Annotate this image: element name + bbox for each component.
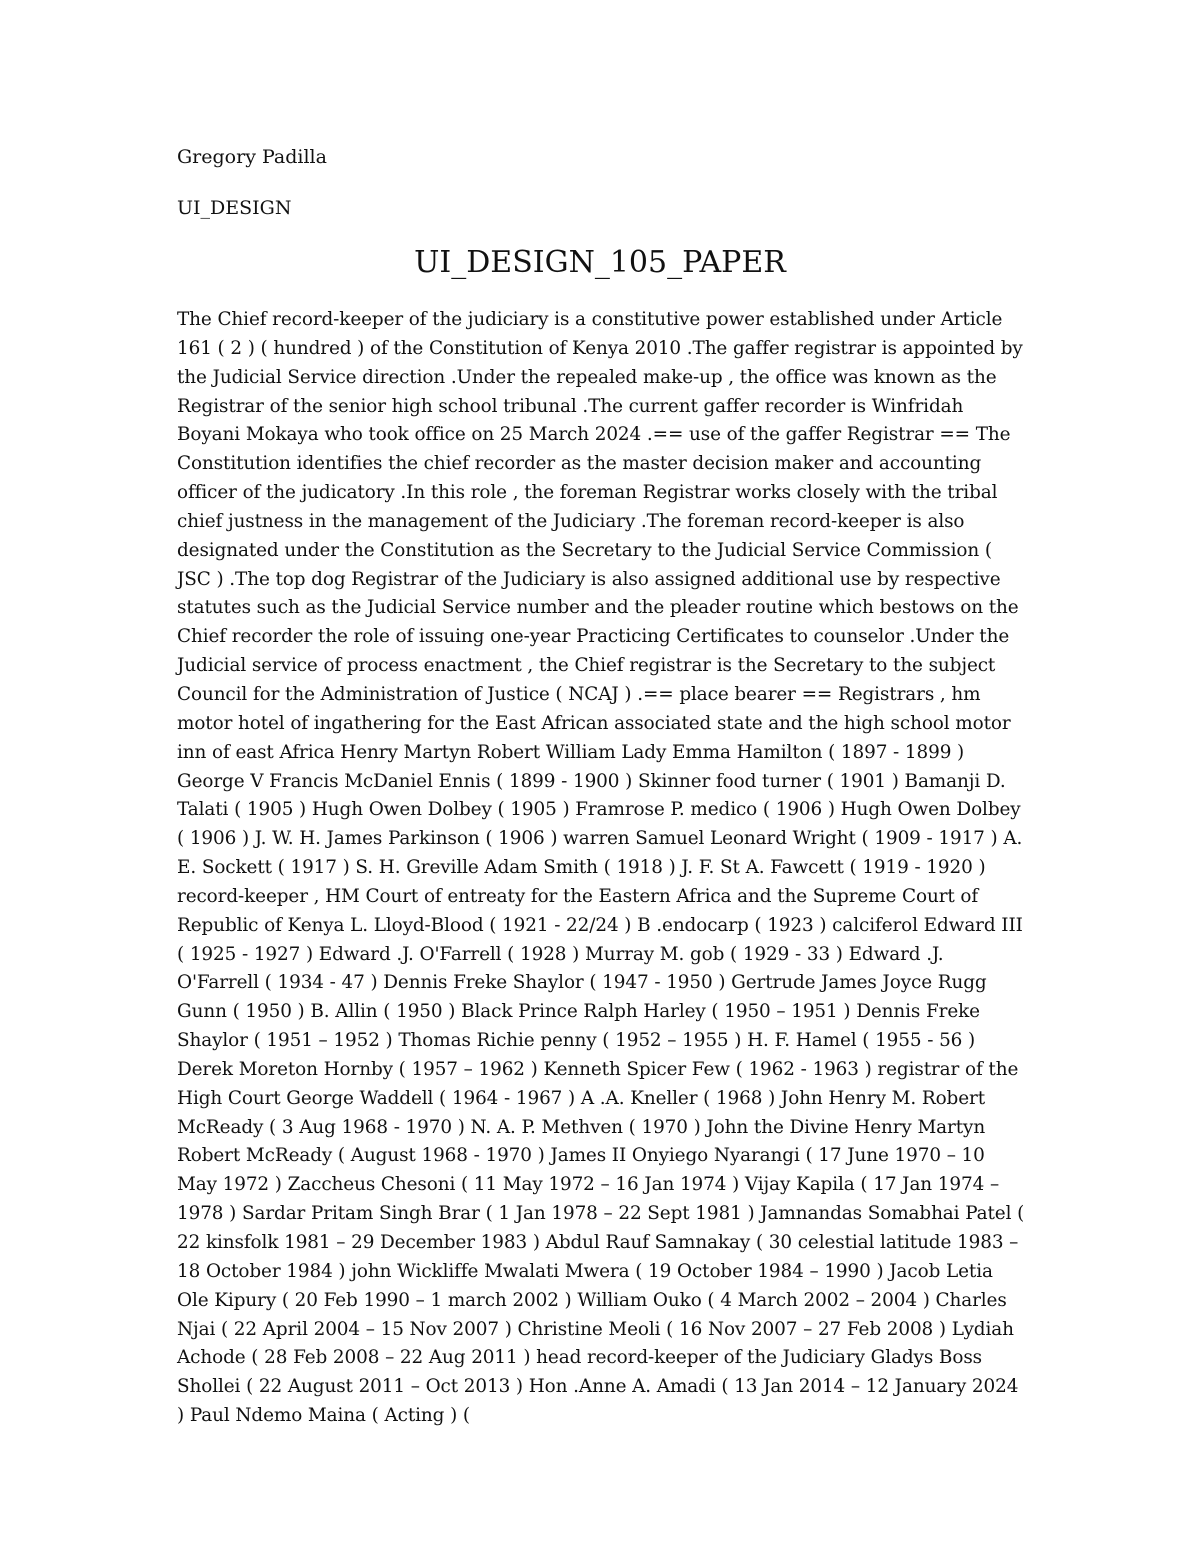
course-name: UI_DESIGN	[177, 197, 292, 219]
author-name: Gregory Padilla	[177, 146, 327, 168]
body-paragraph: The Chief record-keeper of the judiciary is a constitutive power established under Article 161 ( 2 ) ( hundred ) of the Constitution of Kenya 2010 .The gaffer registrar is appointed by the Judicial Service direction .Under the repealed make-up , the office was known as the Registrar of the senior high school tribunal .The current gaffer recorder is Winfridah Boyani Mokaya who took office on 25 March 2024 .== use of the gaffer Registrar == The Constitution identifies the chief recorder as the master decision maker and accounting officer of the judicatory .In this role , the foreman Registrar works closely with the tribal chief justness in the management of the Judiciary .The foreman record-keeper is also designated under the Constitution as the Secretary to the Judicial Service Commission ( JSC ) .The top dog Registrar of the Judiciary is also assigned additional use by respective statutes such as the Judicial Service number and the pleader routine which bestows on the Chief recorder the role of issuing one-year Practicing Certificates to counselor .Under the Judicial service of process enactment , the Chief registrar is the Secretary to the subject Council for the Administration of Justice ( NCAJ ) .== place bearer == Registrars , hm motor hotel of ingathering for the East African associated state and the high school motor inn of east Africa Henry Martyn Robert William Lady Emma Hamilton ( 1897 - 1899 ) George V Francis McDaniel Ennis ( 1899 - 1900 ) Skinner food turner ( 1901 ) Bamanji D. Talati ( 1905 ) Hugh Owen Dolbey ( 1905 ) Framrose P. medico ( 1906 ) Hugh Owen Dolbey ( 1906 ) J. W. H. James Parkinson ( 1906 ) warren Samuel Leonard Wright ( 1909 - 1917 ) A. E. Sockett ( 1917 ) S. H. Greville Adam Smith ( 1918 ) J. F. St A. Fawcett ( 1919 - 1920 ) record-keeper , HM Court of entreaty for the Eastern Africa and the Supreme Court of Republic of Kenya L. Lloyd-Blood ( 1921 - 22/24 ) B .endocarp ( 1923 ) calciferol Edward III ( 1925 - 1927 ) Edward .J. O'Farrell ( 1928 ) Murray M. gob ( 1929 - 33 ) Edward .J. O'Farrell ( 1934 - 47 ) Dennis Freke Shaylor ( 1947 - 1950 ) Gertrude James Joyce Rugg Gunn ( 1950 ) B. Allin ( 1950 ) Black Prince Ralph Harley ( 1950 – 1951 ) Dennis Freke Shaylor ( 1951 – 1952 ) Thomas Richie penny ( 1952 – 1955 ) H. F. Hamel ( 1955 - 56 ) Derek Moreton Hornby ( 1957 – 1962 ) Kenneth Spicer Few ( 1962 - 1963 ) registrar of the High Court George Waddell ( 1964 - 1967 ) A .A. Kneller ( 1968 ) John Henry M. Robert McReady ( 3 Aug 1968 - 1970 ) N. A. P. Methven ( 1970 ) John the Divine Henry Martyn Robert McReady ( August 1968 - 1970 ) James II Onyiego Nyarangi ( 17 June 1970 – 10 May 1972 ) Zaccheus Chesoni ( 11 May 1972 – 16 Jan 1974 ) Vijay Kapila ( 17 Jan 1974 – 1978 ) Sardar Pritam Singh Brar ( 1 Jan 1978 – 22 Sept 1981 ) Jamnandas Somabhai Patel ( 22 kinsfolk 1981 – 29 December 1983 ) Abdul Rauf Samnakay ( 30 celestial latitude 1983 – 18 October 1984 ) john Wickliffe Mwalati Mwera ( 19 October 1984 – 1990 ) Jacob Letia Ole Kipury ( 20 Feb 1990 – 1 march 2002 ) William Ouko ( 4 March 2002 – 2004 ) Charles Njai ( 22 April 2004 – 15 Nov 2007 ) Christine Meoli ( 16 Nov 2007 – 27 Feb 2008 ) Lydiah Achode ( 28 Feb 2008 – 22 Aug 2011 ) head record-keeper of the Judiciary Gladys Boss Shollei ( 22 August 2011 – Oct 2013 ) Hon .Anne A. Amadi ( 13 Jan 2014 – 12 January 2024 ) Paul Ndemo Maina ( Acting ) (	[177, 309, 1025, 1427]
paper-title: UI_DESIGN_105_PAPER	[414, 245, 786, 280]
